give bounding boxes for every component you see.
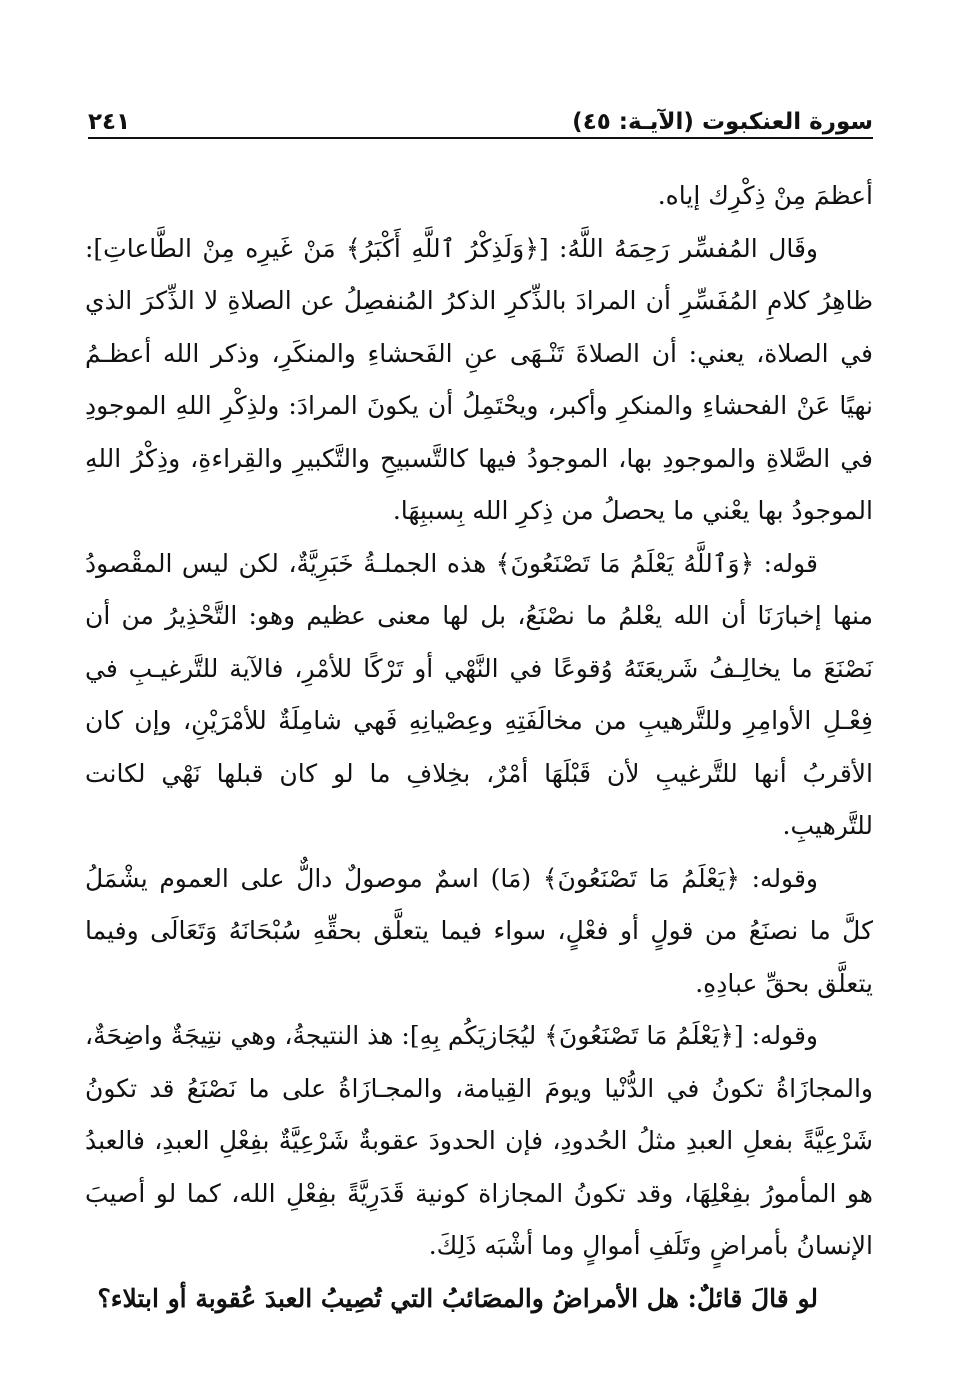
running-title: سورة العنكبوت (الآيـة: ٤٥) [572, 109, 873, 135]
paragraph-ma-mawsul: وقوله: ﴿يَعْلَمُ مَا تَصْنَعُونَ﴾ (مَا) اسمٌ موصولٌ دالٌّ على العموم يشْمَلُ كلَّ ما نصنَعُ من قولٍ أو فعْلٍ، سواء فيما يتعلَّق بحقِّهِ سُبْحَانَهُ وَتَعَالَى وفيما يتعلَّق بحقِّ عبادِهِ. [85, 863, 873, 998]
paragraph-mufassir-comment: وقَال المُفسِّر رَحِمَهُ اللَّهُ: [﴿وَلَذِكْرُ ٱللَّهِ أَكْبَرُ﴾ مَنْ غَيرِه مِنْ الطَّاعاتِ]: ظاهِرُ كلامِ المُفَسِّرِ أن المرادَ بالذِّكرِ الذكرُ المُنفصِلُ عن الصلاةِ لا الذِّكرَ الذي في الصلاة، يعني: أن الصلاةَ تَنْـهَى عنِ الفَحشاءِ والمنكَرِ، وذكر الله أعظـمُ نهيًا عَنْ الفحشاءِ والمنكرِ وأكبر، ويحْتَمِلُ أن يكونَ المرادَ: ولذِكْرِ اللهِ الموجودِ في الصَّلاةِ والموجودِ بها، الموجودُ فيها كالتَّسبيحِ والتَّكبيرِ والقِراءةِ، وذِكْرُ اللهِ الموجودُ بها يعْني ما يحصلُ من ذِكرِ الله بِسببِهَا. [85, 233, 873, 525]
paragraph-continuation: أعظمَ مِنْ ذِكْرِك إياه. [657, 181, 873, 210]
paragraph-question: لو قالَ قائلٌ: هل الأمراضُ والمصَائبُ التي تُصِيبُ العبدَ عُقوبة أو ابتلاء؟ [97, 1283, 818, 1313]
header-divider [88, 137, 873, 139]
paragraph-allah-knows: قوله: ﴿وَٱللَّهُ يَعْلَمُ مَا تَصْنَعُونَ﴾ هذه الجملـةُ خَبَرِيَّةٌ، لكن ليس المقْصودُ منها إخبارَنَا أن الله يعْلمُ ما نصْنَعُ، بل لها معنى عظيم وهو: التَّحْذِيرُ من أن نَصْنَعَ ما يخالِـفُ شَريعَتَهُ وُقوعًا في النَّهْي أو تَرْكًا للأمْرِ، فالآية للتَّرغيـبِ في فِعْـلِ الأوامِرِ وللتَّرهيبِ من مخالَفَتِهِ وعِصْيانِهِ فَهي شامِلَةٌ للأمْرَيْنِ، وإن كان الأقربُ أنها للتَّرغيبِ لأن قَبْلَهَا أمْرٌ، بخِلافِ ما لو كان قبلها نَهْي لكانت للتَّرهيبِ. [85, 548, 873, 840]
paragraph-recompense: وقوله: [﴿يَعْلَمُ مَا تَصْنَعُونَ﴾ ليُجَازيَكُم بِهِ]: هذ النتيجةُ، وهي نتِيجَةٌ واضِحَةٌ، والمجازَاةُ تكونُ في الدُّنْيا ويومَ القِيامة، والمجـازَاةُ على ما نَصْنَعُ قد تكونُ شَرْعِيَّةً بفعلِ العبدِ مثلُ الحُدودِ، فإن الحدودَ عقوبةٌ شَرْعِيَّةٌ بفِعْلِ العبدِ، فالعبدُ هو المأمورُ بفِعْلِهَا، وقد تكونُ المجازاة كونية قَدَرِيَّةً بفِعْلِ الله، كما لو أصيبَ الإنسانُ بأمراضٍ وتَلَفِ أموالٍ وما أشْبَه ذَلِكَ. [85, 1021, 873, 1260]
page-number: ٢٤١ [88, 109, 131, 135]
page-body [85, 170, 873, 1325]
page-header [88, 95, 873, 135]
